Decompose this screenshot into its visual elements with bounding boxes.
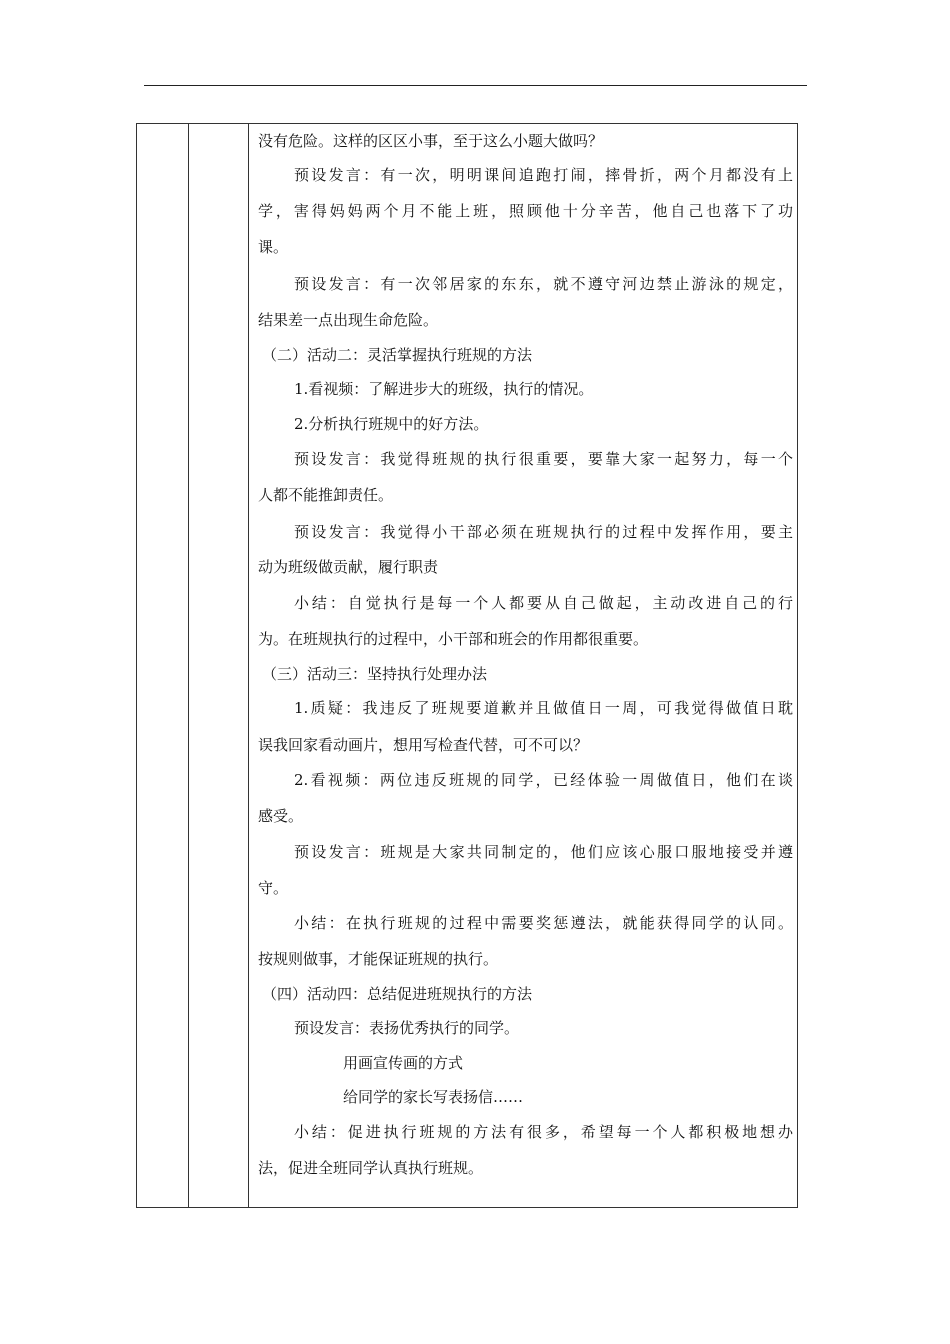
section-heading: （二）活动二：灵活掌握执行班规的方法	[262, 346, 533, 364]
text-line: 感受。	[258, 807, 304, 825]
text-line: 2.看视频：两位违反班规的同学，已经体验一周做值日，他们在谈	[294, 771, 793, 789]
text-line: 结果差一点出现生命危险。	[258, 311, 439, 329]
text-line: 预设发言：表扬优秀执行的同学。	[294, 1019, 520, 1037]
text-line: 小结：自觉执行是每一个人都要从自己做起，主动改进自己的行	[294, 594, 793, 612]
text-line: 学，害得妈妈两个月不能上班，照顾他十分辛苦，他自己也落下了功	[258, 202, 793, 220]
text-line: 动为班级做贡献，履行职责	[258, 558, 439, 576]
section-heading: （四）活动四：总结促进班规执行的方法	[262, 985, 533, 1003]
text-line: 预设发言：有一次，明明课间追跑打闹，摔骨折，两个月都没有上	[294, 166, 793, 184]
header-rule	[144, 85, 807, 86]
text-line: 课。	[258, 238, 289, 256]
text-line: 没有危险。这样的区区小事，至于这么小题大做吗？	[258, 132, 604, 150]
text-line: 误我回家看动画片，想用写检查代替，可不可以？	[258, 736, 589, 754]
text-line: 给同学的家长写表扬信……	[343, 1088, 524, 1106]
section-heading: （三）活动三：坚持执行处理办法	[262, 665, 488, 683]
lesson-table	[136, 123, 798, 1208]
text-line: 小结：促进执行班规的方法有很多，希望每一个人都积极地想办	[294, 1123, 793, 1141]
text-line: 法，促进全班同学认真执行班规。	[258, 1159, 484, 1177]
text-line: 为。在班规执行的过程中，小干部和班会的作用都很重要。	[258, 630, 649, 648]
column-divider-1	[188, 124, 189, 1207]
text-line: 预设发言：我觉得小干部必须在班规执行的过程中发挥作用，要主	[294, 523, 793, 541]
text-line: 用画宣传画的方式	[343, 1054, 464, 1072]
text-line: 1.质疑：我违反了班规要道歉并且做值日一周，可我觉得做值日耽	[294, 699, 793, 717]
text-line: 1.看视频：了解进步大的班级，执行的情况。	[294, 380, 594, 398]
text-line: 预设发言：有一次邻居家的东东，就不遵守河边禁止游泳的规定，	[294, 275, 793, 293]
text-line: 2.分析执行班规中的好方法。	[294, 415, 489, 433]
text-line: 预设发言：班规是大家共同制定的，他们应该心服口服地接受并遵	[294, 843, 793, 861]
text-line: 人都不能推卸责任。	[258, 486, 394, 504]
text-line: 按规则做事，才能保证班规的执行。	[258, 950, 499, 968]
text-line: 守。	[258, 879, 289, 897]
text-line: 小结：在执行班规的过程中需要奖惩遵法，就能获得同学的认同。	[294, 914, 793, 932]
column-divider-2	[248, 124, 249, 1207]
text-line: 预设发言：我觉得班规的执行很重要，要靠大家一起努力，每一个	[294, 450, 793, 468]
